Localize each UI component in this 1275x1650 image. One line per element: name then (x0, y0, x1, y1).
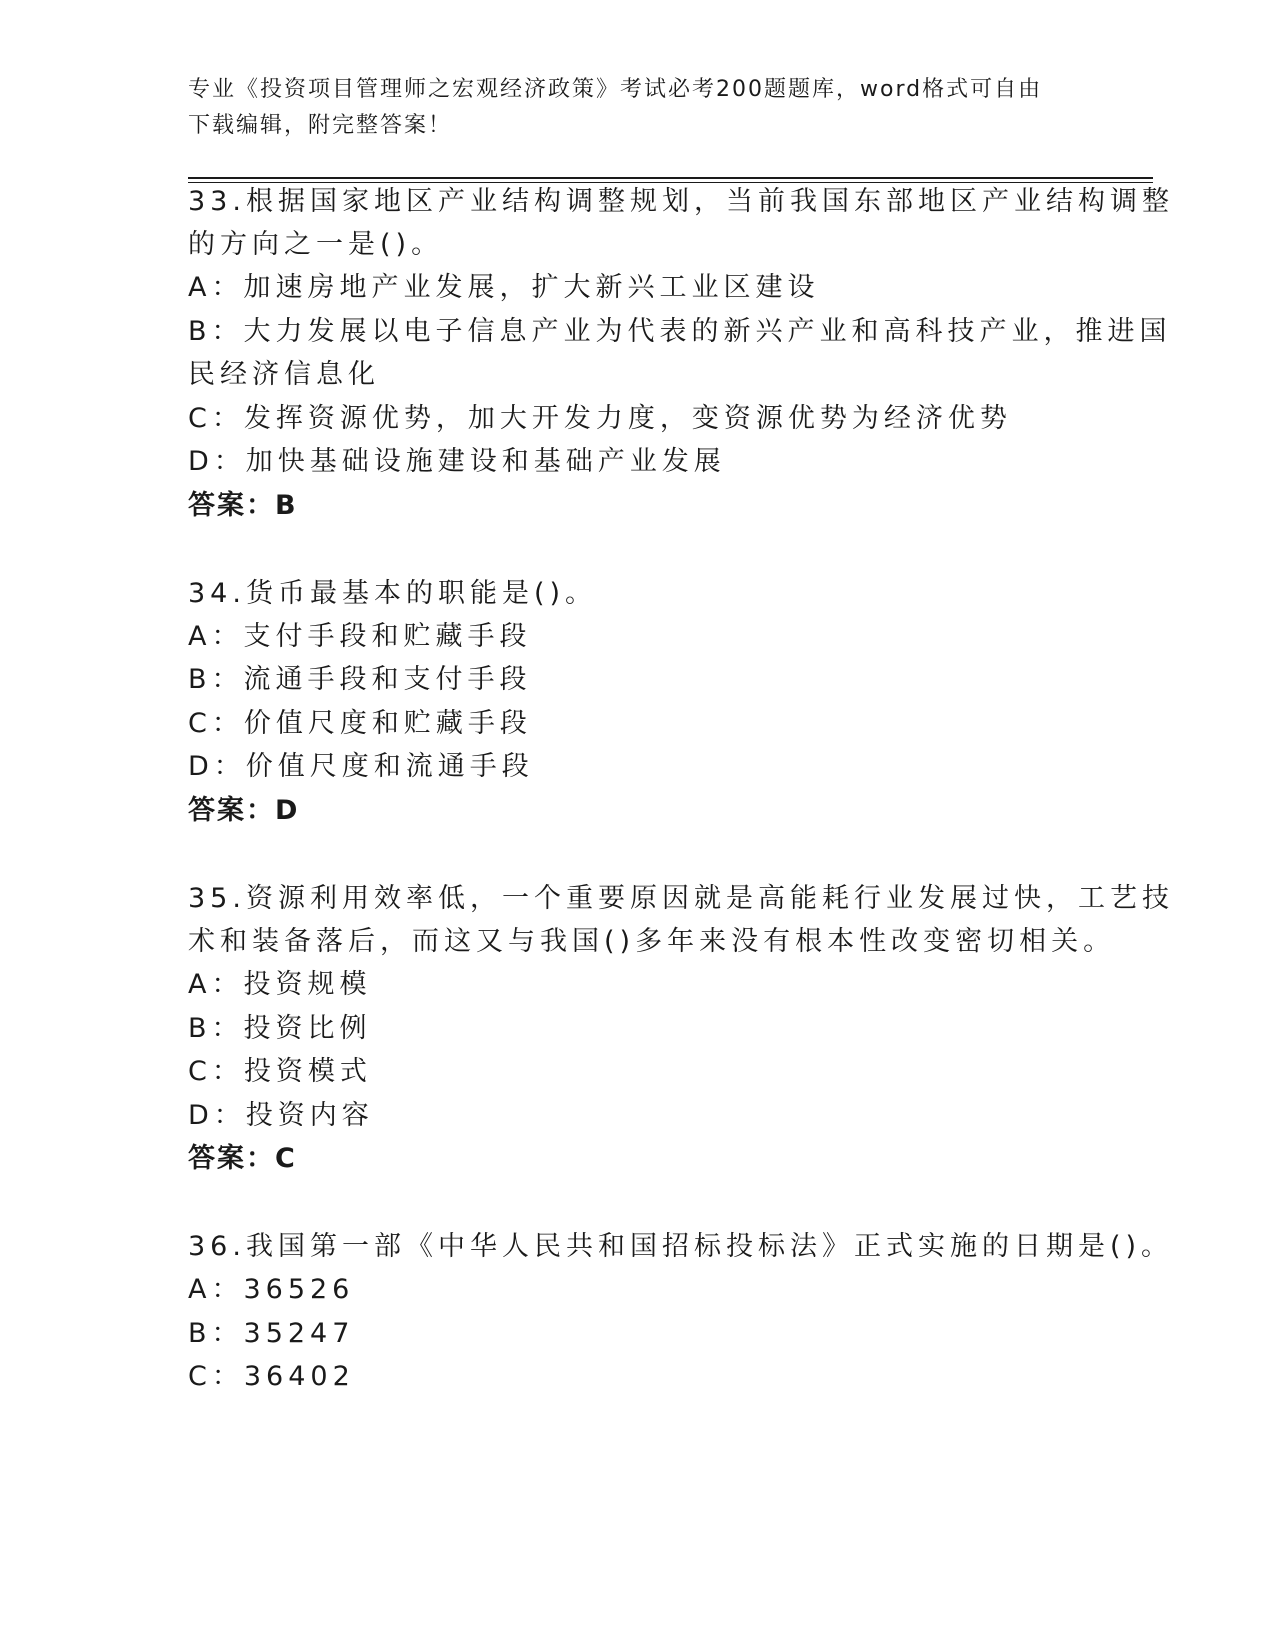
question-36-stem: 36.我国第一部《中华人民共和国招标投标法》正式实施的日期是()。 (188, 1231, 1174, 1262)
question-35-option-a: A：投资规模 (188, 969, 372, 1000)
question-36-option-a: A：36526 (188, 1274, 355, 1305)
question-33-option-b-line-2: 民经济信息化 (188, 359, 380, 390)
question-33-answer: 答案：B (188, 490, 298, 521)
header-line-1: 专业《投资项目管理师之宏观经济政策》考试必考200题题库，word格式可自由 (188, 77, 1043, 102)
header-divider-thick (188, 177, 1153, 179)
question-33-stem-line-1: 33.根据国家地区产业结构调整规划，当前我国东部地区产业结构调整 (188, 186, 1174, 217)
question-33-option-a: A：加速房地产业发展，扩大新兴工业区建设 (188, 272, 820, 303)
question-35-stem-line-1: 35.资源利用效率低，一个重要原因就是高能耗行业发展过快，工艺技 (188, 883, 1174, 914)
question-34-option-a: A：支付手段和贮藏手段 (188, 621, 532, 652)
question-35-option-b: B：投资比例 (188, 1013, 372, 1044)
question-33-option-b-line-1: B：大力发展以电子信息产业为代表的新兴产业和高科技产业，推进国 (188, 316, 1172, 347)
question-34-option-b: B：流通手段和支付手段 (188, 664, 532, 695)
question-33-option-c: C：发挥资源优势，加大开发力度，变资源优势为经济优势 (188, 403, 1012, 434)
question-34-stem: 34.货币最基本的职能是()。 (188, 578, 598, 609)
header-line-2: 下载编辑，附完整答案！ (188, 113, 453, 138)
question-36-option-b: B：35247 (188, 1318, 355, 1349)
question-35-option-c: C：投资模式 (188, 1056, 372, 1087)
document-header (188, 72, 1068, 144)
question-36-option-c: C：36402 (188, 1361, 355, 1392)
question-33-option-d: D：加快基础设施建设和基础产业发展 (188, 446, 726, 477)
question-34-option-d: D：价值尺度和流通手段 (188, 751, 534, 782)
question-34-answer: 答案：D (188, 795, 300, 826)
question-34-option-c: C：价值尺度和贮藏手段 (188, 708, 532, 739)
question-35-answer: 答案：C (188, 1143, 297, 1174)
question-33-stem-line-2: 的方向之一是()。 (188, 229, 444, 260)
question-35-option-d: D：投资内容 (188, 1100, 374, 1131)
question-35-stem-line-2: 术和装备落后，而这又与我国()多年来没有根本性改变密切相关。 (188, 926, 1116, 957)
